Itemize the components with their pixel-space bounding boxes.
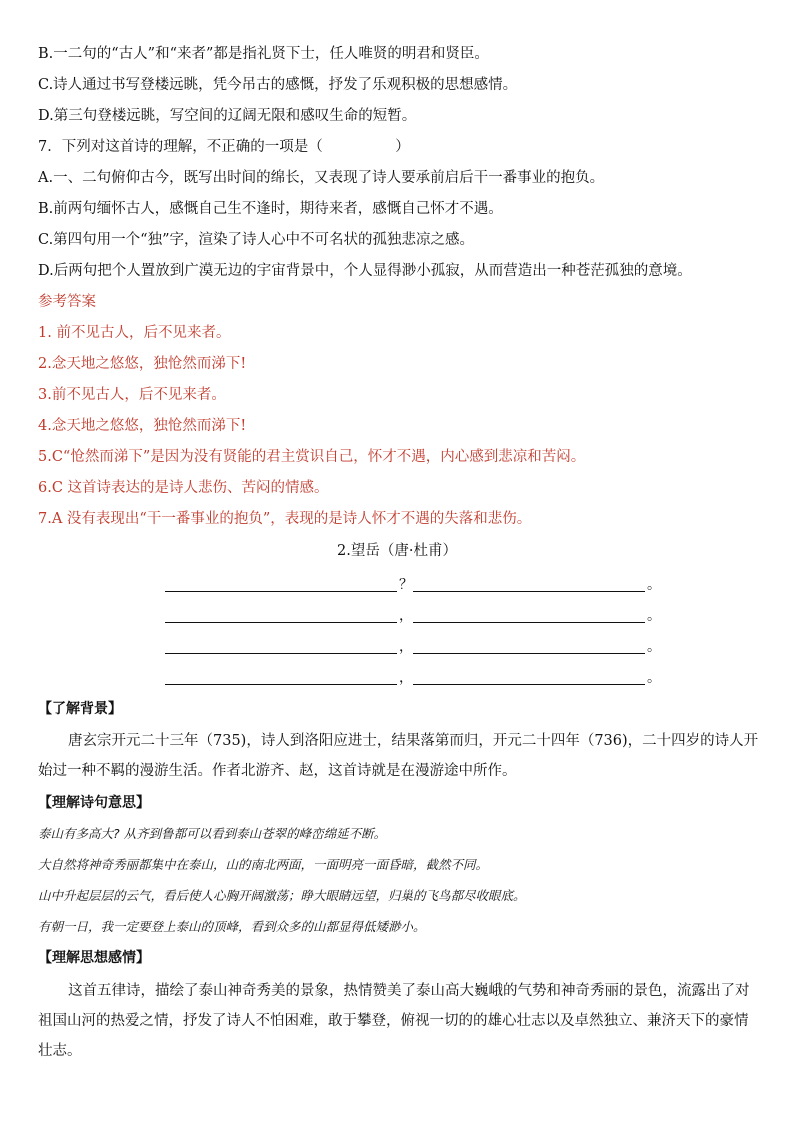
emotion-text: 这首五律诗，描绘了泰山神奇秀美的景象，热情赞美了泰山高大巍峨的气势和神奇秀丽的景色，流露出了对祖国山河的热爱之情，抒发了诗人不怕困难，敢于攀登，俯视一切的的雄心壮志以及卓然独立、兼济天下的豪情壮志。 [38,983,750,1059]
poem-blank-first[interactable] [165,684,397,685]
q6-option-d: D.第三句登楼远眺，写空间的辽阔无限和感叹生命的短暂。 [38,108,417,124]
meaning-heading: 【理解诗句意思】 [38,795,150,811]
answers-heading: 参考答案 [38,294,96,310]
answer-3: 3.前不见古人，后不见来者。 [38,387,226,403]
poem-blank-row [165,572,665,594]
poem-mid-punct: ， [399,639,413,655]
poem-blank-first[interactable] [165,622,397,623]
emotion-heading: 【理解思想感情】 [38,950,150,966]
q7-option-d: D.后两句把个人置放到广漠无边的宇宙背景中，个人显得渺小孤寂，从而营造出一种苍茫孤独的意境。 [38,263,692,279]
poem-blank-first[interactable] [165,653,397,654]
poem-title: 2.望岳（唐·杜甫） [337,543,457,559]
poem-mid-punct: ， [399,670,413,686]
q6-option-b: B.一二句的“古人”和“来者”都是指礼贤下士，任人唯贤的明君和贤臣。 [38,46,489,62]
poem-mid-punct: ？ [399,577,413,593]
answer-7: 7.A 没有表现出“干一番事业的抱负”，表现的是诗人怀才不遇的失落和悲伤。 [38,511,532,527]
poem-blank-second[interactable] [413,622,645,623]
q7-option-a: A.一、二句俯仰古今，既写出时间的绵长，又表现了诗人要承前启后干一番事业的抱负。 [38,170,605,186]
background-text: 唐玄宗开元二十三年（735)，诗人到洛阳应进士，结果落第而归，开元二十四年（736)，二十四岁的诗人开始过一种不羁的漫游生活。作者北游齐、赵，这首诗就是在漫游途中所作。 [38,733,759,779]
answer-1: 1. 前不见古人，后不见来者。 [38,325,231,341]
answer-6: 6.C 这首诗表达的是诗人悲伤、苦闷的情感。 [38,480,329,496]
poem-blank-row [165,665,665,687]
poem-blank-first[interactable] [165,591,397,592]
meaning-line-4: 有朝一日，我一定要登上泰山的顶峰，看到众多的山都显得低矮渺小。 [38,919,426,934]
q6-option-c: C.诗人通过书写登楼远眺，凭今吊古的感慨，抒发了乐观积极的思想感情。 [38,77,518,93]
poem-end-punct: 。 [647,577,661,593]
meaning-line-2: 大自然将神奇秀丽都集中在泰山，山的南北两面，一面明亮一面昏暗，截然不同。 [38,857,489,872]
answer-5: 5.C“怆然而涕下”是因为没有贤能的君主赏识自己，怀才不遇，内心感到悲凉和苦闷。 [38,449,586,465]
q7-option-c: C.第四句用一个“独”字，渲染了诗人心中不可名状的孤独悲凉之感。 [38,232,475,248]
poem-blank-row [165,634,665,656]
poem-blank-second[interactable] [413,653,645,654]
poem-end-punct: 。 [647,608,661,624]
poem-blank-second[interactable] [413,684,645,685]
poem-mid-punct: ， [399,608,413,624]
background-heading: 【了解背景】 [38,701,122,717]
q7-stem: 7．下列对这首诗的理解，不正确的一项是（ ） [38,139,410,155]
meaning-line-1: 泰山有多高大? 从齐到鲁都可以看到泰山苍翠的峰峦绵延不断。 [38,826,387,841]
q7-option-b: B.前两句缅怀古人，感慨自己生不逢时，期待来者，感慨自己怀才不遇。 [38,201,503,217]
answer-4: 4.念天地之悠悠，独怆然而涕下! [38,418,247,434]
answer-2: 2.念天地之悠悠，独怆然而涕下! [38,356,247,372]
poem-end-punct: 。 [647,639,661,655]
poem-blank-second[interactable] [413,591,645,592]
poem-end-punct: 。 [647,670,661,686]
poem-blank-row [165,603,665,625]
meaning-line-3: 山中升起层层的云气，看后使人心胸开阔激荡；睁大眼睛远望，归巢的飞鸟都尽收眼底。 [38,888,526,903]
